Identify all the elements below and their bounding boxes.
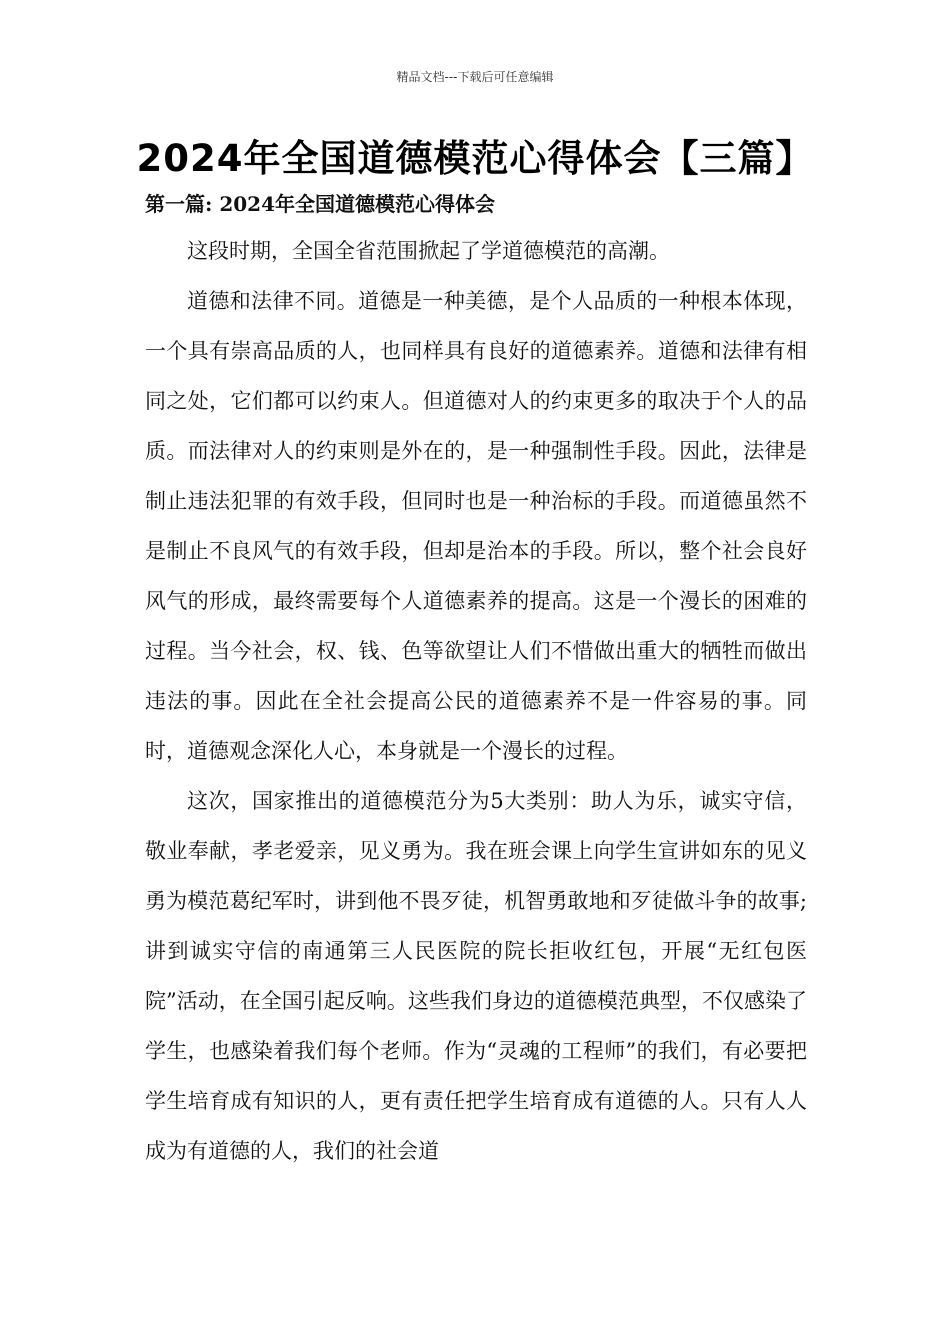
section-heading: 第一篇: 2024年全国道德模范心得体会 [145, 192, 496, 216]
paragraph: 这次，国家推出的道德模范分为5大类别：助人为乐，诚实守信，敬业奉献，孝老爱亲，见义勇为。我在班会课上向学生宣讲如东的见义勇为模范葛纪军时，讲到他不畏歹徒，机智勇敢地和歹徒做斗争的故事;讲到诚实守信的南通第三人民医院的院长拒收红包，开展“无红包医院”活动，在全国引起反响。这些我们身边的道德模范典型，不仅感染了学生，也感染着我们每个老师。作为“灵魂的工程师”的我们，有必要把学生培育成有知识的人，更有责任把学生培育成有道德的人。只有人人成为有道德的人，我们的社会道 [145, 789, 807, 1163]
document-body [145, 226, 807, 1176]
header-note: 精品文档---下载后可任意编辑 [396, 70, 554, 84]
document-title: 2024年全国道德模范心得体会【三篇】 [136, 137, 814, 180]
paragraph: 道德和法律不同。道德是一种美德，是个人品质的一种根本体现，一个具有崇高品质的人，也同样具有良好的道德素养。道德和法律有相同之处，它们都可以约束人。但道德对人的约束更多的取决于个人的品质。而法律对人的约束则是外在的，是一种强制性手段。因此，法律是制止违法犯罪的有效手段，但同时也是一种治标的手段。而道德虽然不是制止不良风气的有效手段，但却是治本的手段。所以，整个社会良好风气的形成，最终需要每个人道德素养的提高。这是一个漫长的困难的过程。当今社会，权、钱、色等欲望让人们不惜做出重大的牺牲而做出违法的事。因此在全社会提高公民的道德素养不是一件容易的事。同时，道德观念深化人心，本身就是一个漫长的过程。 [145, 289, 807, 763]
paragraph: 这段时期，全国全省范围掀起了学道德模范的高潮。 [187, 239, 670, 263]
